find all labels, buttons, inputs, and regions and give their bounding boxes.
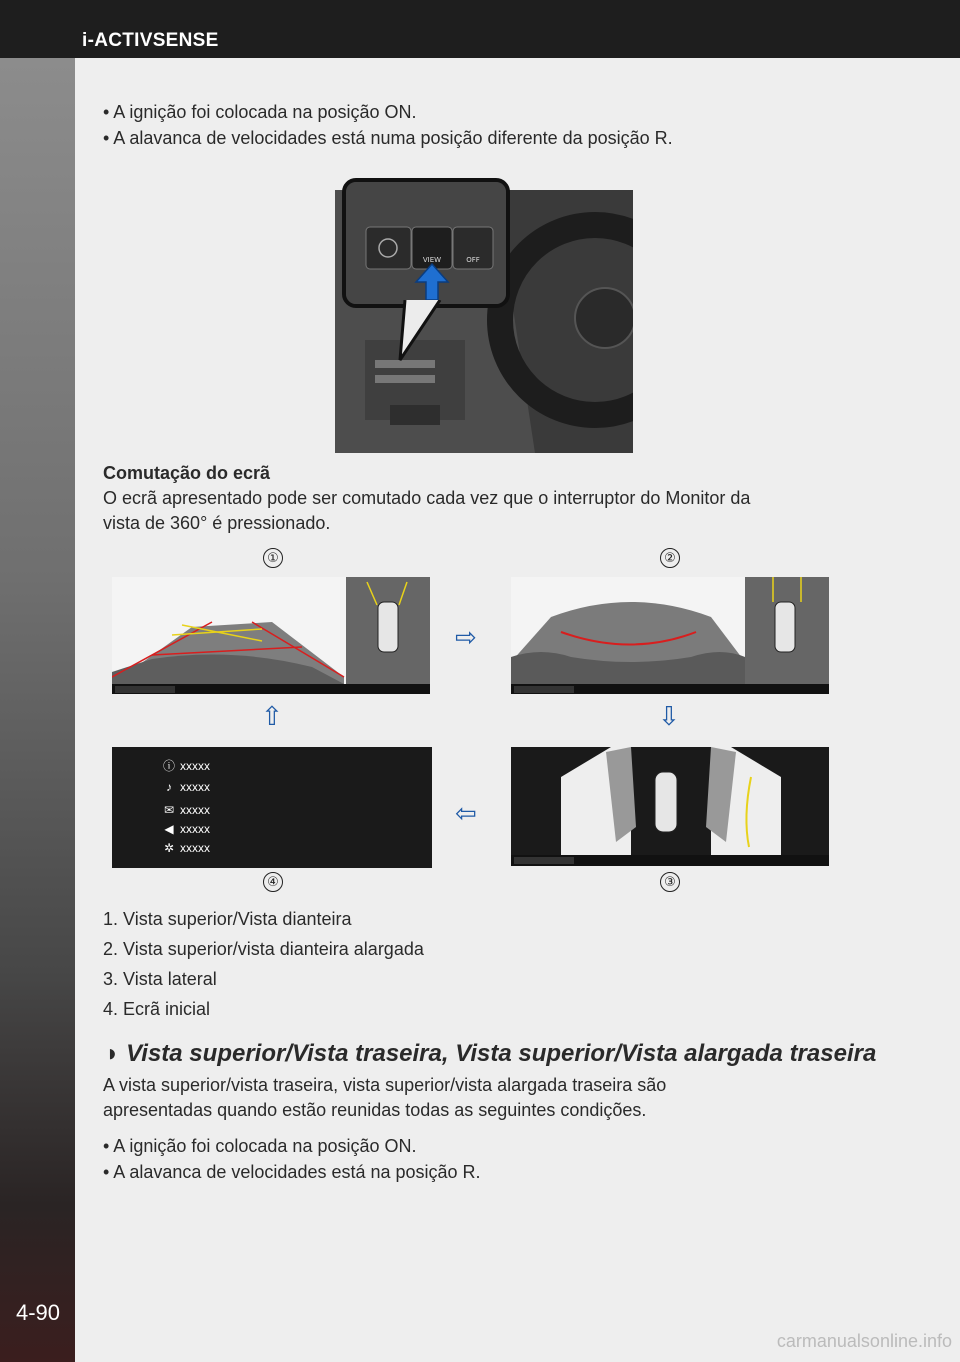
view-button-label: VIEW [422, 256, 442, 264]
callout-4: ④ [263, 872, 283, 892]
arrow-right-icon: ⇨ [455, 622, 477, 652]
para-line2: apresentadas quando estão reunidas todas as seguintes condições. [103, 1100, 647, 1120]
info-icon: ⓘ [162, 759, 175, 773]
page-number: 4-90 [16, 1300, 61, 1325]
screen-home [112, 747, 432, 868]
bullet-ignition-on: • A ignição foi colocada na posição ON. [103, 102, 417, 122]
off-button-label: OFF [466, 256, 480, 264]
switch-body-line1: O ecrã apresentado pode ser comutado cada vez que o interruptor do Monitor da [103, 488, 751, 508]
header-bar [0, 0, 960, 58]
para-line1: A vista superior/vista traseira, vista superior/vista alargada traseira são [103, 1075, 667, 1095]
music-icon: ♪ [166, 780, 172, 794]
menu-item-3: ✉ xxxxx [163, 803, 210, 817]
bullet-gear-not-r: • A alavanca de velocidades está numa posição diferente da posição R. [103, 128, 673, 148]
sidebar [0, 58, 75, 1362]
menu-item-4: ◀ xxxxx [162, 822, 210, 836]
list-item-3: 3. Vista lateral [103, 969, 217, 989]
bullet-ignition-on-2: • A ignição foi colocada na posição ON. [103, 1136, 417, 1156]
switch-title: Comutação do ecrã [103, 463, 271, 483]
callout-3: ③ [660, 872, 680, 892]
watermark: carmanualsonline.info [776, 1331, 952, 1351]
list-item-1: 1. Vista superior/Vista dianteira [103, 909, 352, 929]
callout-pointer [395, 300, 455, 370]
settings-icon: ✲ [163, 841, 175, 855]
callout-2: ② [660, 548, 680, 568]
screen-top-wide-front-view [511, 577, 829, 694]
arrow-up-icon: ⇧ [261, 701, 283, 731]
switch-body-line2: vista de 360° é pressionado. [103, 513, 331, 533]
screen-side-view [511, 747, 829, 866]
arrow-left-icon: ⇦ [455, 798, 477, 828]
navigation-icon: ◀ [164, 822, 174, 836]
callout-1: ① [263, 548, 283, 568]
screen-top-front-view [112, 577, 430, 694]
section-title: i-ACTIVSENSE [82, 30, 219, 51]
list-item-4: 4. Ecrã inicial [103, 999, 211, 1019]
section-heading: ◗ Vista superior/Vista traseira, Vista superior/Vista alargada traseira [105, 1040, 877, 1067]
arrow-down-icon: ⇩ [658, 701, 680, 731]
menu-item-1: ⓘ xxxxx [162, 759, 210, 773]
bullet-gear-r: • A alavanca de velocidades está na posição R. [103, 1162, 481, 1182]
message-icon: ✉ [163, 803, 175, 817]
menu-item-2: ♪ xxxxx [162, 780, 210, 794]
list-item-2: 2. Vista superior/vista dianteira alargada [103, 939, 424, 959]
switch-closeup [342, 178, 510, 308]
menu-item-5: ✲ xxxxx [163, 841, 210, 855]
